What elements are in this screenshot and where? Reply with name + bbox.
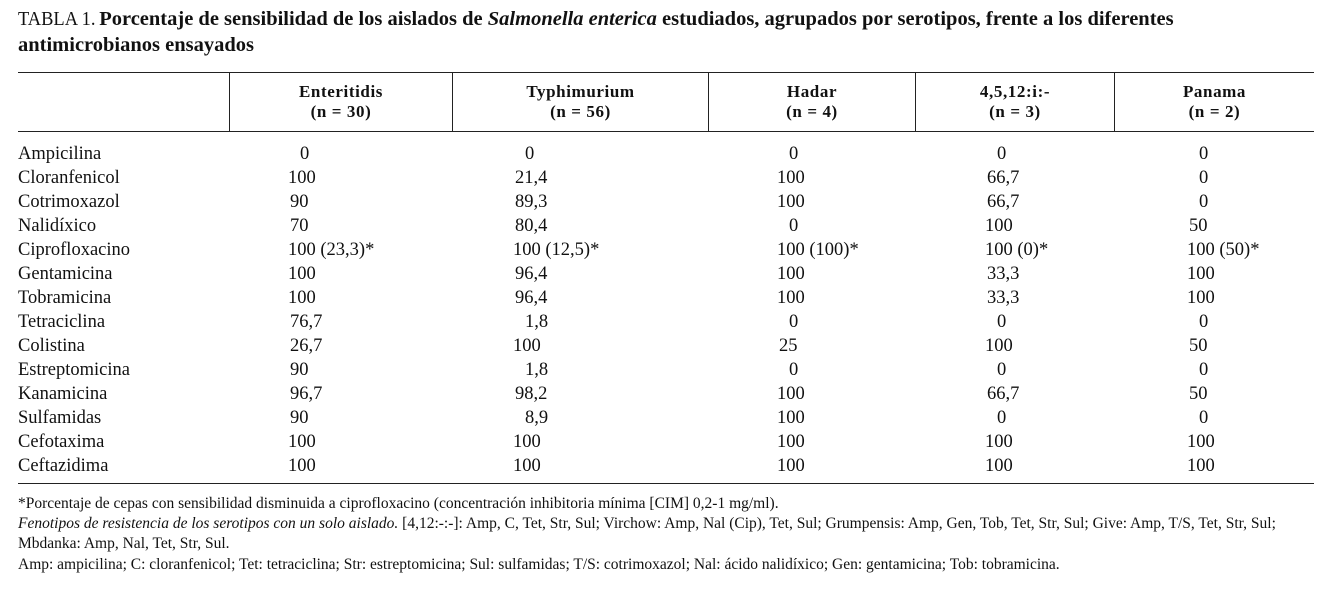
table-cell: 100: [985, 336, 1013, 356]
table-cell: 0: [997, 312, 1007, 332]
table-cell: 50: [1189, 216, 1208, 236]
table-cell: 66,7: [987, 192, 1020, 212]
table-cell: 0: [300, 144, 310, 164]
column-header-count: (n = 4): [786, 102, 838, 121]
table-cell: 1,8: [525, 312, 549, 332]
table-cell: 100 (12,5)*: [513, 240, 600, 260]
table-cell: 0: [789, 360, 799, 380]
table-cell: 100: [1187, 264, 1215, 284]
table-cell: 96,4: [515, 264, 548, 284]
column-header: [709, 82, 915, 122]
row-label: Ampicilina: [18, 144, 102, 164]
table-cell: 100: [513, 336, 541, 356]
column-header-count: (n = 3): [989, 102, 1041, 121]
table-cell: 98,2: [515, 384, 548, 404]
table-cell: 100 (0)*: [985, 240, 1049, 260]
row-label: Tetraciclina: [18, 312, 106, 332]
row-label: Estreptomicina: [18, 360, 130, 380]
table-cell: 100: [777, 168, 805, 188]
row-label: Colistina: [18, 336, 85, 356]
caption-label: TABLA 1.: [18, 8, 96, 30]
column-header-name: Panama: [1182, 82, 1247, 101]
row-label: Tobramicina: [18, 288, 112, 308]
table-cell: 0: [525, 144, 535, 164]
table-cell: 50: [1189, 336, 1208, 356]
footnote-phenotypes: [18, 514, 1314, 554]
table-cell: 80,4: [515, 216, 548, 236]
table-cell: 89,3: [515, 192, 548, 212]
table-cell: 100: [777, 192, 805, 212]
table-cell: 25: [779, 336, 798, 356]
table-cell: 100: [777, 264, 805, 284]
column-header: [453, 82, 708, 122]
table-cell: 100: [777, 288, 805, 308]
table-cell: 0: [997, 144, 1007, 164]
row-label: Cefotaxima: [18, 432, 105, 452]
column-header: [1115, 82, 1314, 122]
caption-text-part-2: estudiados, agrupados por serotipos, frente a los diferentes antimicrobianos ensayados: [18, 8, 1174, 56]
table-cell: 0: [1199, 360, 1209, 380]
table-cell: 96,7: [290, 384, 323, 404]
column-header-count: (n = 56): [550, 102, 611, 121]
table-cell: 90: [290, 192, 309, 212]
header-bottom-rule: [18, 131, 1314, 132]
table-cell: 0: [997, 360, 1007, 380]
table-cell: 100: [985, 456, 1013, 476]
row-label: Cotrimoxazol: [18, 192, 120, 212]
table-top-rule: [18, 72, 1314, 73]
caption-text-part-1: Porcentaje de sensibilidad de los aislados de: [99, 8, 483, 30]
table-cell: 0: [789, 216, 799, 236]
table-cell: 100 (100)*: [777, 240, 859, 260]
table-cell: 8,9: [525, 408, 549, 428]
table-cell: 100: [1187, 456, 1215, 476]
footnote-phenotypes-lead: Fenotipos de resistencia de los serotipos con un solo aislado.: [18, 515, 399, 532]
table-cell: 100 (50)*: [1187, 240, 1260, 260]
table-cell: 66,7: [987, 384, 1020, 404]
table-cell: 100: [1187, 288, 1215, 308]
column-header-count: (n = 2): [1188, 102, 1241, 121]
table-caption: [18, 6, 1313, 58]
column-header-name: 4,5,12:i:-: [979, 82, 1051, 101]
table-cell: 100 (23,3)*: [288, 240, 375, 260]
table-cell: 100: [985, 432, 1013, 452]
table-cell: 66,7: [987, 168, 1020, 188]
row-label: Cloranfenicol: [18, 168, 120, 188]
caption-text: [18, 8, 1174, 56]
table-cell: 0: [1199, 168, 1209, 188]
table-cell: 0: [997, 408, 1007, 428]
table-cell: 0: [1199, 312, 1209, 332]
table-cell: 0: [1199, 408, 1209, 428]
table-cell: 33,3: [987, 288, 1020, 308]
table-cell: 100: [985, 216, 1013, 236]
table-bottom-rule: [18, 483, 1314, 484]
table-cell: 96,4: [515, 288, 548, 308]
row-label: Sulfamidas: [18, 408, 102, 428]
column-header: [916, 82, 1114, 122]
column-header-name: Typhimurium: [526, 82, 635, 101]
column-header-name: Enteritidis: [298, 82, 384, 101]
column-header: [230, 82, 452, 122]
table-cell: 26,7: [290, 336, 323, 356]
footnote-phenotypes-text: [4,12:-:-]: Amp, C, Tet, Str, Sul; Virchow: Amp, Nal (Cip), Tet, Sul; Grumpensis: Amp, Gen, Tob, Tet, Str, Sul; Give: Amp, T/S, Tet, Str, Sul; Mbdanka: Amp, Nal, Tet, Str, Sul.: [18, 515, 1276, 552]
table-cell: 100: [1187, 432, 1215, 452]
column-header-count: (n = 30): [310, 102, 372, 121]
table-cell: 0: [789, 144, 799, 164]
column-header-name: Hadar: [786, 82, 838, 101]
table-cell: 100: [288, 432, 316, 452]
row-label: Gentamicina: [18, 264, 113, 284]
table-cell: 100: [777, 432, 805, 452]
table-cell: 100: [288, 288, 316, 308]
table-cell: 90: [290, 360, 309, 380]
table-cell: 100: [513, 432, 541, 452]
table-cell: 21,4: [515, 168, 548, 188]
table-cell: 1,8: [525, 360, 549, 380]
table-cell: 100: [513, 456, 541, 476]
table-cell: 100: [288, 264, 316, 284]
row-label: Ciprofloxacino: [18, 240, 131, 260]
table-cell: 100: [777, 408, 805, 428]
table-cell: 50: [1189, 384, 1208, 404]
footnote-abbreviations: Amp: ampicilina; C: cloranfenicol; Tet: tetraciclina; Str: estreptomicina; Sul: sulfamidas; T/S: cotrimoxazol; Nal: ácido nalidíxico; Gen: gentamicina; Tob: tobramicina.: [18, 556, 1060, 573]
footnote-ciprofloxacin: *Porcentaje de cepas con sensibilidad disminuida a ciprofloxacino (concentración inhibitoria mínima [CIM] 0,2-1 mg/ml).: [18, 495, 779, 512]
caption-species: Salmonella enterica: [487, 8, 657, 30]
table-cell: 0: [789, 312, 799, 332]
table-cell: 100: [288, 456, 316, 476]
table-cell: 33,3: [987, 264, 1020, 284]
table-cell: 100: [777, 456, 805, 476]
table-cell: 90: [290, 408, 309, 428]
table-cell: 0: [1199, 144, 1209, 164]
table-cell: 100: [777, 384, 805, 404]
table-cell: 70: [290, 216, 309, 236]
row-label: Nalidíxico: [18, 216, 97, 236]
row-label: Kanamicina: [18, 384, 108, 404]
row-label: Ceftazidima: [18, 456, 109, 476]
table-cell: 76,7: [290, 312, 323, 332]
table-cell: 0: [1199, 192, 1209, 212]
table-cell: 100: [288, 168, 316, 188]
